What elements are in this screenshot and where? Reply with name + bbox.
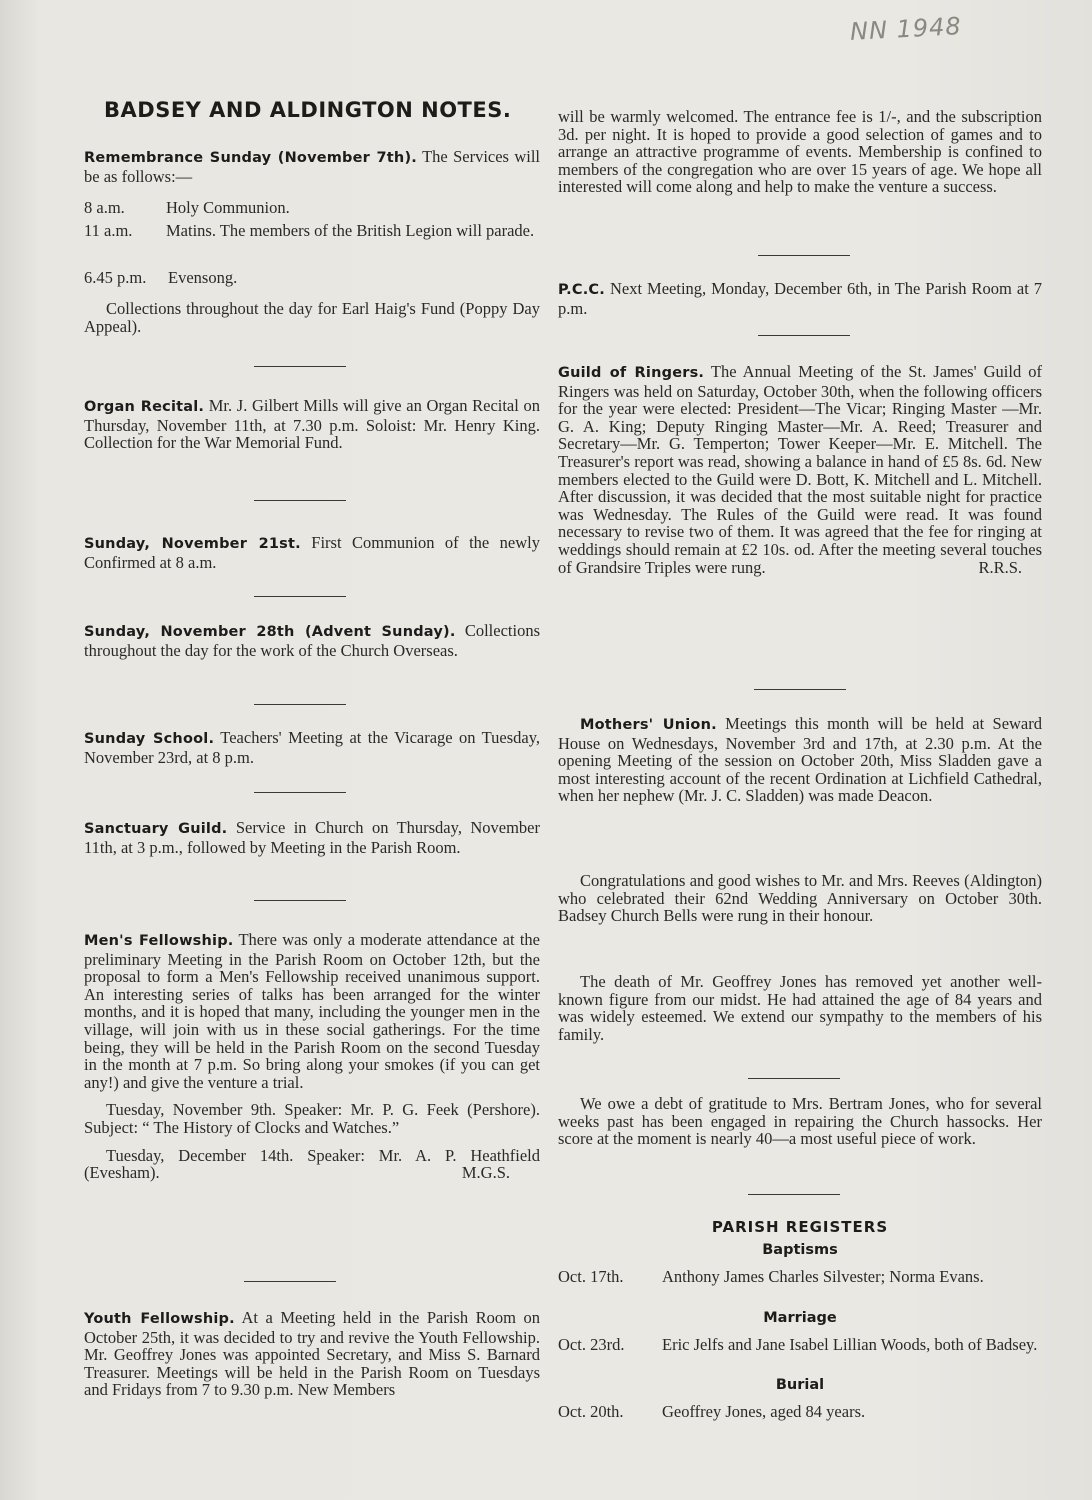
congratulations-section	[558, 872, 1042, 925]
burial-date: Oct. 20th.	[558, 1402, 624, 1421]
remembrance-collections-block	[84, 300, 540, 335]
divider	[244, 1281, 336, 1282]
schedule-desc: Holy Communion.	[166, 198, 290, 217]
nov21-text: First Communion of the newly Confirmed at 8 a.m.	[84, 533, 541, 572]
gratitude-text: We owe a debt of gratitude to Mrs. Bertram Jones, who for several weeks past has been engaged in repairing the Church hassocks. Her score at the moment is nearly 40—a most useful piece of work.	[558, 1094, 1042, 1149]
marriage-date: Oct. 23rd.	[558, 1335, 625, 1354]
nov28-heading: Sunday, November 28th (Advent Sunday).	[84, 624, 456, 640]
organ-text: Mr. J. Gilbert Mills will give an Organ Recital on Thursday, November 11th, at 7.30 p.m. Soloist: Mr. Henry King. Collection for the War Memorial Fund.	[84, 396, 540, 453]
baptisms-heading: Baptisms	[762, 1242, 838, 1258]
remembrance-collections: Collections throughout the day for Earl Haig's Fund (Poppy Day Appeal).	[84, 299, 540, 336]
divider	[254, 366, 346, 367]
remembrance-heading: Remembrance Sunday (November 7th).	[84, 150, 417, 166]
mothers-union-section	[558, 715, 1042, 805]
sanctuary-section	[84, 819, 540, 856]
divider	[754, 689, 846, 690]
nov28-section	[84, 622, 540, 659]
ringers-heading: Guild of Ringers.	[558, 365, 705, 381]
sunday-school-text: Teachers' Meeting at the Vicarage on Tuesday, November 23rd, at 8 p.m.	[84, 728, 541, 767]
pcc-section	[558, 280, 1042, 317]
baptism-names: Anthony James Charles Silvester; Norma Evans.	[662, 1267, 984, 1286]
schedule-time: 8 a.m.	[84, 198, 125, 217]
marriage-heading: Marriage	[763, 1310, 837, 1326]
divider	[254, 792, 346, 793]
divider	[758, 335, 850, 336]
sunday-school-heading: Sunday School.	[84, 731, 215, 747]
sanctuary-heading: Sanctuary Guild.	[84, 821, 228, 837]
divider	[254, 596, 346, 597]
divider	[254, 900, 346, 901]
death-notice-text: The death of Mr. Geoffrey Jones has removed yet another well-known figure from our midst. He had attained the age of 84 years and was widely esteemed. We extend our sympathy to the members of his family.	[558, 972, 1042, 1044]
mothers-text: Meetings this month will be held at Seward House on Wednesdays, November 3rd and 17th, at 2.30 p.m. At the opening Meeting of the session on October 20th, Miss Sladden gave a most interesting account of the recent Ordination at Lichfield Cathedral, when her nephew (Mr. J. C. Sladden) was made Deacon.	[558, 714, 1042, 806]
divider	[748, 1194, 840, 1195]
mens-signature: M.G.S.	[461, 1163, 510, 1183]
nov21-heading: Sunday, November 21st.	[84, 536, 301, 552]
divider	[758, 255, 850, 256]
sanctuary-text: Service in Church on Thursday, November 11th, at 3 p.m., followed by Meeting in the Parish Room.	[84, 818, 540, 857]
marriage-names: Eric Jelfs and Jane Isabel Lillian Woods, both of Badsey.	[662, 1335, 1038, 1354]
divider	[254, 500, 346, 501]
youth-continued	[558, 108, 1042, 196]
burial-heading: Burial	[775, 1377, 825, 1393]
congratulations-text: Congratulations and good wishes to Mr. and Mrs. Reeves (Aldington) who celebrated their 62nd Wedding Anniversary on October 30th. Badsey Church Bells were rung in their honour.	[558, 871, 1042, 926]
youth-fellowship-section	[84, 1309, 540, 1399]
mens-text: There was only a moderate attendance at the preliminary Meeting in the Parish Room on October 12th, but the proposal to form a Men's Fellowship received unanimous support. An interesting series of talks has been arranged for the winter months, and it is hoped that many, including the younger men in the village, will join with us in these social gatherings. For the time being, they will be held in the Parish Room on the second Tuesday in the month at 7 p.m. So bring along your smokes (if you can get any!) and give the venture a trial.	[84, 930, 541, 1092]
schedule-desc: Evensong.	[168, 268, 238, 287]
mens-heading: Men's Fellowship.	[84, 933, 234, 949]
youth-heading: Youth Fellowship.	[84, 1311, 235, 1327]
divider	[254, 704, 346, 705]
ringers-section	[558, 363, 1042, 576]
parish-registers-heading: PARISH REGISTERS	[711, 1218, 889, 1236]
mens-fellowship-section	[84, 931, 540, 1182]
schedule-time: 6.45 p.m.	[84, 268, 147, 287]
pcc-heading: P.C.C.	[558, 282, 605, 298]
schedule-time: 11 a.m.	[84, 221, 133, 240]
pcc-text: Next Meeting, Monday, December 6th, in The Parish Room at 7 p.m.	[558, 279, 1043, 318]
divider	[748, 1078, 840, 1079]
page-title: BADSEY AND ALDINGTON NOTES.	[104, 98, 512, 122]
remembrance-intro: The Services will be as follows:—	[84, 147, 540, 186]
remembrance-section	[84, 148, 540, 185]
schedule-desc: Matins. The members of the British Legion will parade.	[166, 221, 535, 240]
baptism-date: Oct. 17th.	[558, 1267, 624, 1286]
ringers-signature: R.R.S.	[978, 557, 1022, 577]
mens-talk-1: Tuesday, November 9th. Speaker: Mr. P. G. Feek (Pershore). Subject: “ The History of Clocks and Watches.”	[84, 1100, 540, 1137]
ringers-text: The Annual Meeting of the St. James' Guild of Ringers was held on Saturday, October 30th, when the following officers for the year were elected: President—The Vicar; Ringing Master —Mr. G. A. King; Deputy Ringing Master—Mr. A. Reed; Treasurer and Secretary—Mr. G. Temperton; Tower Keeper—Mr. E. Mitchell. The Treasurer's report was read, showing a balance in hand of £5 8s. 6d. New members elected to the Guild were D. Bott, K. Mitchell and L. Mitchell. After discussion, it was decided that the most suitable night for practice was Wednesday. The Rules of the Guild were read. It was found necessary to revise two of them. It was agreed that the fee for ringing at weddings should remain at £2 10s. od. After the meeting several touches of Grandsire Triples were rung.	[558, 362, 1043, 577]
nov21-section	[84, 534, 540, 571]
youth-cont-text: will be warmly welcomed. The entrance fee is 1/-, and the subscription 3d. per night. It is hoped to provide a good selection of games and to arrange an attractive programme of events. Membership is confined to members of the congregation who are over 15 years of age. We hope all interested will come along and help to make the venture a success.	[558, 107, 1042, 197]
sunday-school-section	[84, 729, 540, 766]
youth-text: At a Meeting held in the Parish Room on October 25th, it was decided to try and revive the Youth Fellowship. Mr. Geoffrey Jones was appointed Secretary, and Miss S. Barnard Treasurer. Meetings will be held in the Parish Room on Tuesdays and Fridays from 7 to 9.30 p.m. New Members	[84, 1308, 540, 1400]
death-notice-section	[558, 973, 1042, 1043]
mens-talk-2: Tuesday, December 14th. Speaker: Mr. A. P. Heathfield (Evesham).	[84, 1145, 540, 1183]
organ-section	[84, 397, 540, 452]
handwritten-annotation: NN 1948	[849, 12, 963, 46]
gratitude-section	[558, 1095, 1042, 1148]
nov28-text: Collections throughout the day for the work of the Church Overseas.	[84, 621, 541, 660]
organ-heading: Organ Recital.	[84, 399, 205, 415]
burial-names: Geoffrey Jones, aged 84 years.	[662, 1402, 866, 1421]
mothers-heading: Mothers' Union.	[580, 717, 717, 733]
